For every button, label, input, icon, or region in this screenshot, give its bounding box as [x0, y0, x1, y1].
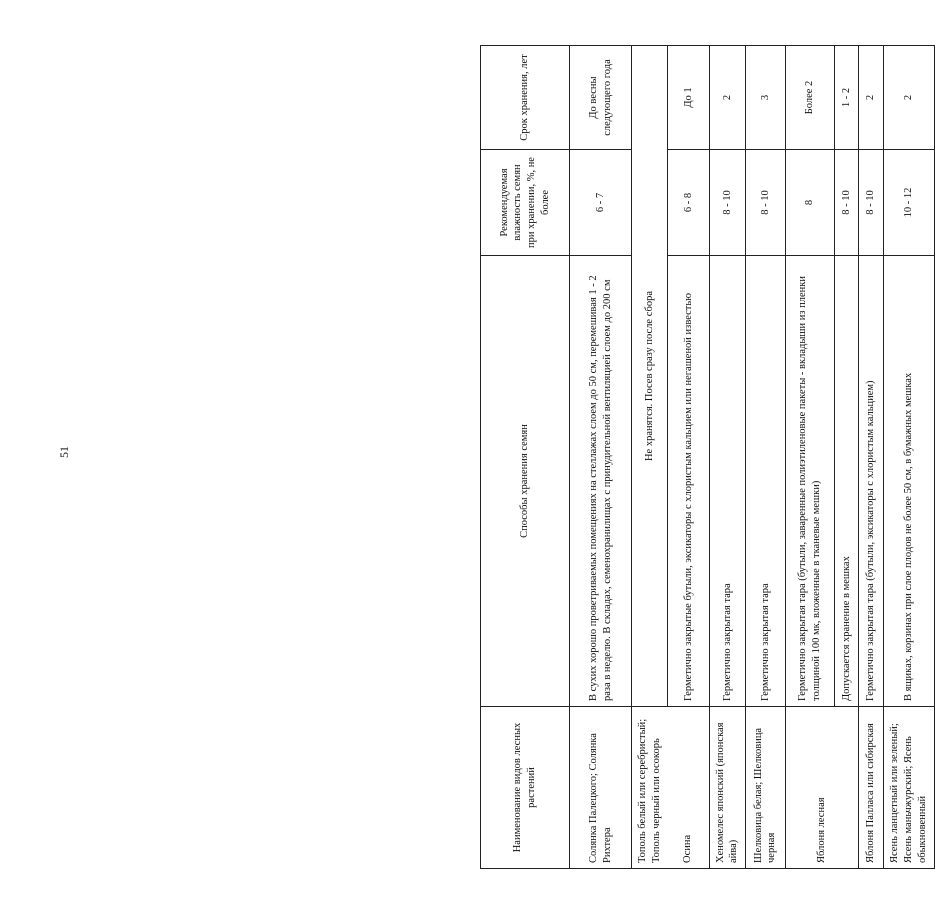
- table-row: [785, 46, 834, 869]
- table-row: [745, 46, 785, 869]
- page-number: 51: [57, 446, 71, 458]
- cell-method: Герметично закрытая тара (бутыли, эксикаторы с хлористым кальцием): [859, 256, 883, 707]
- table-row: [859, 46, 883, 869]
- cell-period: 2: [709, 46, 745, 150]
- cell-period: 2: [859, 46, 883, 150]
- cell-period: Более 2: [785, 46, 834, 150]
- table-header-row: [481, 46, 570, 869]
- cell-name: Ясень ланцетный или зеленый; Ясень маньчжурский; Ясень обыкновенный: [883, 707, 934, 869]
- cell-period: 3: [745, 46, 785, 150]
- rotated-table-wrapper: [480, 46, 935, 869]
- cell-name: Хеномелес японский (японская айва): [709, 707, 745, 869]
- cell-moisture: 10 - 12: [883, 150, 934, 256]
- cell-period: До 1: [667, 46, 709, 150]
- cell-moisture: 6 - 7: [570, 150, 632, 256]
- cell-method: Допускается хранение в мешках: [834, 256, 858, 707]
- cell-moisture: 8 - 10: [709, 150, 745, 256]
- header-period: Срок хранения, лет: [481, 46, 570, 150]
- table-row: [570, 46, 632, 869]
- cell-method: Герметично закрытая тара: [745, 256, 785, 707]
- cell-method: В ящиках, корзинах при слое плодов не более 50 см, в бумажных мешках: [883, 256, 934, 707]
- cell-method: Герметично закрытая тара: [709, 256, 745, 707]
- cell-name: Яблоня лесная: [785, 707, 858, 869]
- cell-method: В сухих хорошо проветриваемых помещениях на стеллажах слоем до 50 см, перемешивая 1 - 2 раза в неделю. В складах, семенохранилищах с принудительной вентиляцией слоем до 200 см: [570, 256, 632, 707]
- cell-moisture: 8: [785, 150, 834, 256]
- cell-method: Герметично закрытые бутыли, эксикаторы с хлористым кальцием или негашеной известью: [667, 256, 709, 707]
- cell-moisture: 8 - 10: [834, 150, 858, 256]
- cell-moisture: 6 - 8: [667, 150, 709, 256]
- cell-moisture: 8 - 10: [745, 150, 785, 256]
- table-row: [632, 46, 667, 869]
- table-row: [883, 46, 934, 869]
- cell-moisture: 8 - 10: [859, 150, 883, 256]
- cell-name: Тополь белый или серебристый; Тополь черный или осокорь: [632, 707, 667, 869]
- cell-period: 2: [883, 46, 934, 150]
- table-row: [709, 46, 745, 869]
- header-name: Наименование видов лесных растений: [481, 707, 570, 869]
- seed-storage-table: [480, 45, 935, 869]
- cell-name: Осина: [667, 707, 709, 869]
- cell-name: Яблоня Палласа или сибирская: [859, 707, 883, 869]
- header-moisture: Рекомендуемая влажность семян при хранении, %, не более: [481, 150, 570, 256]
- table-row: [667, 46, 709, 869]
- header-method: Способы хранения семян: [481, 256, 570, 707]
- cell-merged-note: Не хранятся. Посев сразу после сбора: [632, 46, 667, 707]
- cell-method: Герметично закрытая тара (бутыли, заваренные полиэтиленовые пакеты - вкладыши из пленки толщиной 100 мк, вложенные в тканевые мешки): [785, 256, 834, 707]
- cell-period: 1 - 2: [834, 46, 858, 150]
- cell-name: Солянка Палецкого; Солянка Рихтера: [570, 707, 632, 869]
- cell-period: До весны следующего года: [570, 46, 632, 150]
- cell-name: Шелковица белая; Шелковица черная: [745, 707, 785, 869]
